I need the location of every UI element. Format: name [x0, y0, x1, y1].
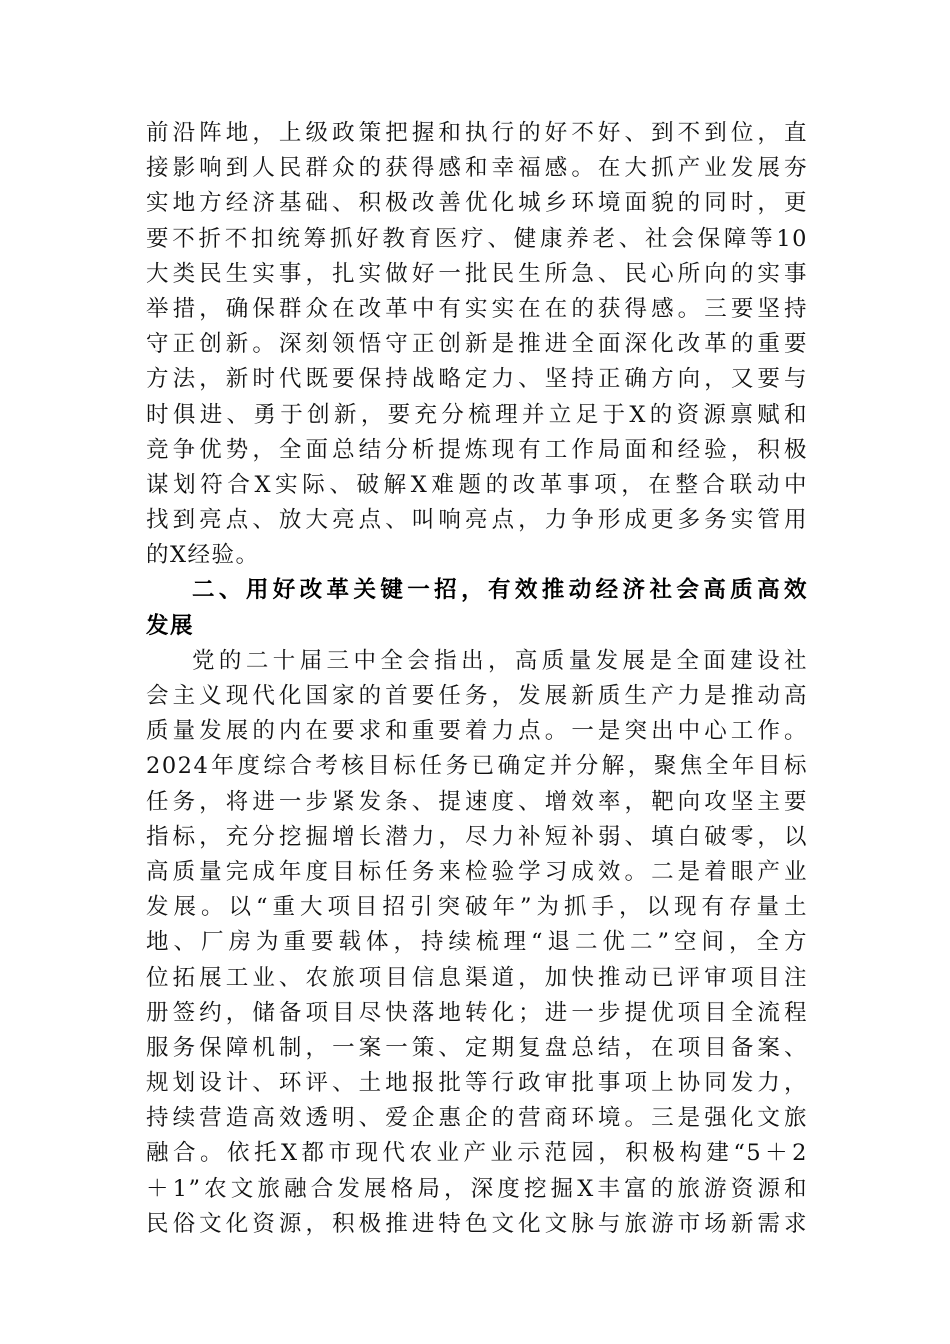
text-line: 质量发展的内在要求和重要着力点。一是突出中心工作。: [146, 718, 808, 745]
text-line: 的X经验。: [146, 542, 260, 569]
text-line: 任务，将进一步紧发条、提速度、增效率，靶向攻坚主要: [146, 788, 808, 815]
text-line: 实地方经济基础、积极改善优化城乡环境面貌的同时，更: [146, 190, 808, 217]
text-line: 竞争优势，全面总结分析提炼现有工作局面和经验，积极: [146, 436, 808, 463]
text-line: 找到亮点、放大亮点、叫响亮点，力争形成更多务实管用: [146, 507, 808, 534]
text-line: 规划设计、环评、土地报批等行政审批事项上协同发力，: [146, 1070, 808, 1097]
text-line: 2024年度综合考核目标任务已确定并分解，聚焦全年目标: [146, 753, 808, 780]
text-line: 大类民生实事，扎实做好一批民生所急、民心所向的实事: [146, 260, 808, 287]
text-line: 持续营造高效透明、爱企惠企的营商环境。三是强化文旅: [146, 1105, 808, 1132]
paragraph-2: [146, 644, 808, 1242]
section-heading: [146, 573, 808, 643]
text-line: 会主义现代化国家的首要任务，发展新质生产力是推动高: [146, 683, 808, 709]
text-line: 发展。以“重大项目招引突破年”为抓手，以现有存量土: [146, 894, 808, 921]
heading-line: 二、用好改革关键一招，有效推动经济社会高质高效: [192, 577, 808, 604]
text-line: 融合。依托X都市现代农业产业示范园，积极构建“5＋2: [146, 1140, 808, 1167]
text-line: 方法，新时代既要保持战略定力、坚持正确方向，又要与: [146, 366, 808, 393]
heading-line: 发展: [146, 612, 195, 639]
text-line: 前沿阵地，上级政策把握和执行的好不好、到不到位，直: [146, 120, 808, 146]
text-line: 守正创新。深刻领悟守正创新是推进全面深化改革的重要: [146, 331, 808, 358]
text-line: 服务保障机制，一案一策、定期复盘总结，在项目备案、: [146, 1034, 808, 1061]
text-line: 位拓展工业、农旅项目信息渠道，加快推动已评审项目注: [146, 964, 808, 991]
text-line: 时俱进、勇于创新，要充分梳理并立足于X的资源禀赋和: [146, 401, 808, 428]
text-line: 册签约，储备项目尽快落地转化；进一步提优项目全流程: [146, 999, 808, 1026]
text-line: 民俗文化资源，积极推进特色文化文脉与旅游市场新需求: [146, 1210, 808, 1237]
text-line: 举措，确保群众在改革中有实实在在的获得感。三要坚持: [146, 295, 808, 322]
text-line: ＋1”农文旅融合发展格局，深度挖掘X丰富的旅游资源和: [146, 1175, 808, 1202]
paragraph-1: [146, 116, 808, 573]
text-line: 高质量完成年度目标任务来检验学习成效。二是着眼产业: [146, 858, 808, 885]
document-body: [146, 116, 808, 1242]
text-line: 要不折不扣统筹抓好教育医疗、健康养老、社会保障等10: [146, 225, 808, 252]
text-line: 地、厂房为重要载体，持续梳理“退二优二”空间，全方: [146, 929, 808, 956]
text-line: 谋划符合X实际、破解X难题的改革事项，在整合联动中: [146, 471, 808, 498]
text-line: 接影响到人民群众的获得感和幸福感。在大抓产业发展夯: [146, 155, 808, 182]
text-line: 指标，充分挖掘增长潜力，尽力补短补弱、填白破零，以: [146, 823, 808, 850]
text-line: 党的二十届三中全会指出，高质量发展是全面建设社: [192, 647, 808, 674]
